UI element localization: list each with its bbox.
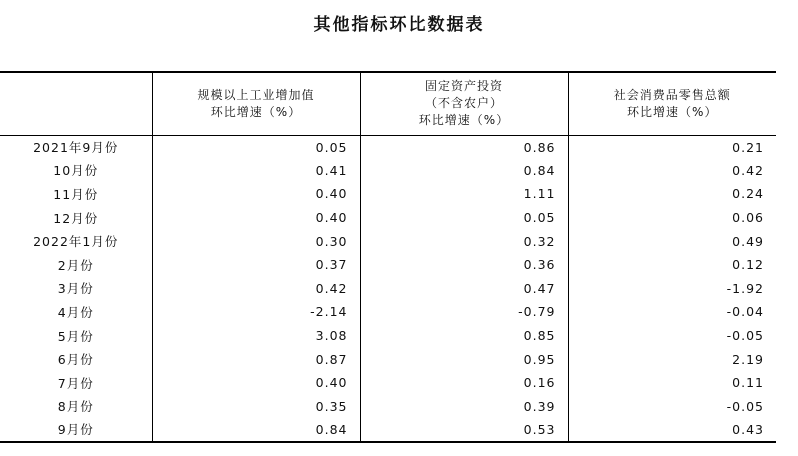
retail-cell: 0.11 (568, 371, 776, 395)
investment-cell: 0.95 (360, 347, 568, 371)
header-investment (360, 72, 568, 135)
investment-cell: 0.86 (360, 135, 568, 159)
investment-cell: 0.36 (360, 253, 568, 277)
industrial-cell: 0.05 (152, 135, 360, 159)
industrial-cell: 0.37 (152, 253, 360, 277)
industrial-cell: 0.40 (152, 182, 360, 206)
retail-cell: 0.42 (568, 159, 776, 183)
retail-cell: 0.43 (568, 418, 776, 442)
period-cell: 11月份 (53, 186, 99, 202)
investment-cell: 0.16 (360, 371, 568, 395)
table-row (0, 229, 776, 253)
period-cell: 6月份 (57, 352, 94, 368)
industrial-cell: 0.41 (152, 159, 360, 183)
retail-cell: 0.49 (568, 229, 776, 253)
table-row (0, 253, 776, 277)
retail-cell: -0.05 (568, 395, 776, 419)
page-title: 其他指标环比数据表 (313, 15, 485, 35)
period-cell: 2021年9月份 (33, 140, 119, 156)
header-row (0, 72, 776, 135)
retail-cell: 0.12 (568, 253, 776, 277)
investment-cell: 0.32 (360, 229, 568, 253)
retail-cell: -0.05 (568, 324, 776, 348)
header-retail (568, 72, 776, 135)
table-row (0, 418, 776, 442)
table-row (0, 300, 776, 324)
header-retail-line-2: 环比增速（%） (627, 104, 718, 119)
header-industrial-line-1: 规模以上工业增加值 (197, 87, 315, 102)
investment-cell: 0.39 (360, 395, 568, 419)
industrial-cell: 3.08 (152, 324, 360, 348)
investment-cell: 1.11 (360, 182, 568, 206)
industrial-cell: 0.35 (152, 395, 360, 419)
table-row (0, 206, 776, 230)
period-cell: 4月份 (57, 304, 94, 320)
period-cell: 10月份 (53, 163, 99, 179)
header-retail-line-1: 社会消费品零售总额 (613, 87, 731, 102)
table-row (0, 324, 776, 348)
industrial-cell: 0.40 (152, 206, 360, 230)
header-investment-line-2: （不含农户） (424, 96, 503, 111)
period-cell: 8月份 (57, 399, 94, 415)
period-cell: 12月份 (53, 210, 99, 226)
data-table (0, 71, 776, 443)
table-row (0, 277, 776, 301)
investment-cell: 0.84 (360, 159, 568, 183)
retail-cell: 0.06 (568, 206, 776, 230)
industrial-cell: -2.14 (152, 300, 360, 324)
table-body (0, 135, 776, 442)
investment-cell: 0.53 (360, 418, 568, 442)
industrial-cell: 0.87 (152, 347, 360, 371)
period-cell: 3月份 (57, 281, 94, 297)
table-row (0, 135, 776, 159)
period-cell: 5月份 (57, 328, 94, 344)
retail-cell: -1.92 (568, 277, 776, 301)
header-industrial-line-2: 环比增速（%） (210, 104, 302, 119)
table-row (0, 182, 776, 206)
retail-cell: -0.04 (568, 300, 776, 324)
period-cell: 7月份 (57, 375, 94, 391)
header-investment-line-3: 环比增速（%） (418, 113, 510, 128)
header-period (0, 72, 152, 135)
period-cell: 2022年1月份 (33, 234, 119, 250)
table-row (0, 347, 776, 371)
industrial-cell: 0.84 (152, 418, 360, 442)
retail-cell: 0.24 (568, 182, 776, 206)
industrial-cell: 0.30 (152, 229, 360, 253)
period-cell: 9月份 (0, 418, 152, 442)
table-row (0, 371, 776, 395)
table-row (0, 395, 776, 419)
header-industrial (152, 72, 360, 135)
investment-cell: 0.85 (360, 324, 568, 348)
industrial-cell: 0.42 (152, 277, 360, 301)
table-row (0, 159, 776, 183)
investment-cell: 0.47 (360, 277, 568, 301)
header-investment-line-1: 固定资产投资 (424, 79, 503, 94)
period-cell: 2月份 (57, 257, 94, 273)
investment-cell: 0.05 (360, 206, 568, 230)
investment-cell: -0.79 (360, 300, 568, 324)
industrial-cell: 0.40 (152, 371, 360, 395)
retail-cell: 2.19 (568, 347, 776, 371)
retail-cell: 0.21 (568, 135, 776, 159)
